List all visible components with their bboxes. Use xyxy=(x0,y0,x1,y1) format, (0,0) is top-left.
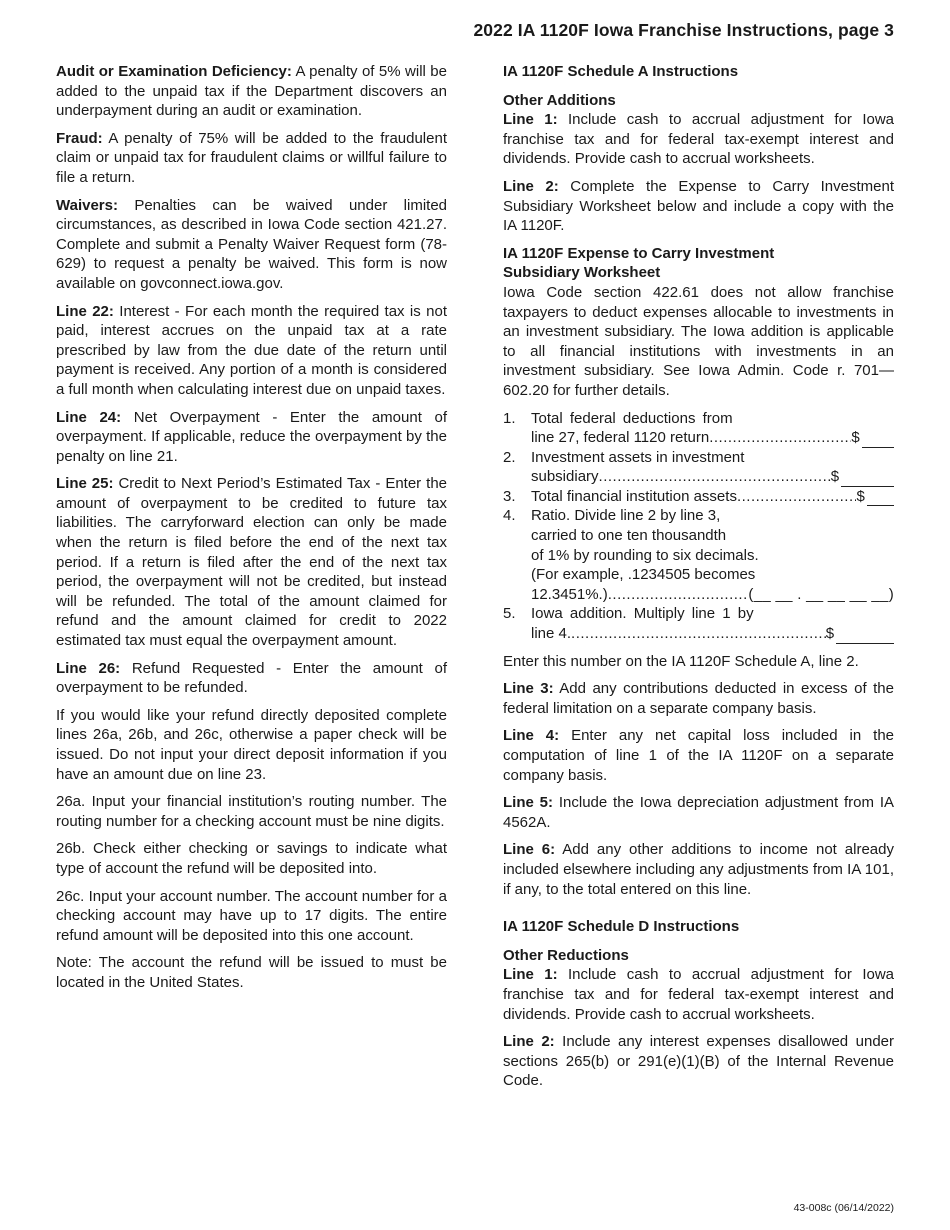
dollar-sign: $ xyxy=(825,625,835,643)
worksheet-item-text: Ratio. Divide line 2 by line 3, xyxy=(531,507,721,525)
worksheet-item-text: (For example, .1234505 becomes xyxy=(531,566,756,584)
worksheet-item-number: 5. xyxy=(503,605,516,623)
worksheet-item-number: 3. xyxy=(503,487,516,505)
worksheet-list xyxy=(503,409,894,644)
waivers-text: Penalties can be waived under limited circumstances, as described in Iowa Code section 421.27. Complete and submit a Penalty Waiver Request form (78-629) to request a penalty be waived. This form is now available on govconnect.iowa.gov. xyxy=(56,196,447,292)
worksheet-title xyxy=(503,244,894,283)
worksheet-item-number: 4. xyxy=(503,507,516,525)
line25-paragraph xyxy=(56,474,447,650)
a-line3-paragraph xyxy=(503,679,894,718)
worksheet-item-text: Total financial institution assets xyxy=(531,487,737,505)
line26b-paragraph: 26b. Check either checking or savings to indicate what type of account the refund will be deposited into. xyxy=(56,840,447,877)
dollar-sign: $ xyxy=(856,487,865,505)
worksheet-item-number: 2. xyxy=(503,448,516,466)
line25-label: Line 25: xyxy=(56,475,114,493)
direct-deposit-paragraph: If you would like your refund directly deposited complete lines 26a, 26b, and 26c, otherwise a paper check will be issued. Do not input your direct deposit information if you have an amount due on line 23. xyxy=(56,706,447,783)
worksheet-item-text: Iowa addition. Multiply line 1 by xyxy=(531,605,754,623)
fraud-text: A penalty of 75% will be added to the fraudulent claim or unpaid tax for fraudulent claims or willful failure to file a return. xyxy=(56,129,447,186)
dollar-sign: $ xyxy=(851,429,860,447)
line24-label: Line 24: xyxy=(56,408,122,426)
worksheet-item-text: Total federal deductions from xyxy=(531,409,733,427)
a-line1-text: Include cash to accrual adjustment for Iowa franchise tax and for federal tax-exempt interest and dividends. Provide cash to accrual worksheets. xyxy=(503,111,894,168)
a-line3-label: Line 3: xyxy=(503,680,554,698)
a-line4-paragraph xyxy=(503,726,894,785)
worksheet-item-text: subsidiary xyxy=(531,468,599,486)
a-line6-text: Add any other additions to income not already included elsewhere including any adjustments from IA 101, if any, to the total entered on this line. xyxy=(503,841,894,898)
worksheet-item-text: carried to one ten thousandth xyxy=(531,527,727,545)
leader-dots xyxy=(599,467,831,487)
a-line4-label: Line 4: xyxy=(503,727,560,745)
leader-dots xyxy=(608,585,749,605)
a-line5-paragraph xyxy=(503,793,894,832)
d-line1-label: Line 1: xyxy=(503,966,558,984)
note-paragraph: Note: The account the refund will be issued to must be located in the United States. xyxy=(56,954,447,991)
line26-paragraph xyxy=(56,659,447,698)
line25-text: Credit to Next Period’s Estimated Tax - Enter the amount of overpayment to be credited to future tax liabilities. The carryforward election can only be made when the return is filed before the end of the next tax period. If a return is filed after the end of the next tax period, the overpayment will not be credited, but instead will be refunded. The total of the amount claimed for refund and the amount claimed for credit to 2022 estimated tax must equal the overpayment amount. xyxy=(56,475,447,650)
schedule-a-title: IA 1120F Schedule A Instructions xyxy=(503,63,739,80)
worksheet-title-line-1: IA 1120F Expense to Carry Investment xyxy=(503,244,775,262)
line26c-paragraph: 26c. Input your account number. The account number for a checking account may have up to 17 digits. The entire refund amount will be deposited into this one account. xyxy=(56,887,447,944)
line22-paragraph xyxy=(56,302,447,400)
a-line1-label: Line 1: xyxy=(503,111,558,129)
worksheet-item-1 xyxy=(503,409,894,448)
schedule-d-title: IA 1120F Schedule D Instructions xyxy=(503,918,740,936)
line26-text: Refund Requested - Enter the amount of overpayment to be refunded. xyxy=(56,659,447,697)
worksheet-title-line-2: Subsidiary Worksheet xyxy=(503,264,661,282)
d-line1-text: Include cash to accrual adjustment for Iowa franchise tax and for federal tax-exempt interest and dividends. Provide cash to accrual worksheets. xyxy=(503,966,894,1023)
a-line2-label: Line 2: xyxy=(503,177,559,195)
a-line2-paragraph xyxy=(503,177,894,236)
audit-text: A penalty of 5% will be added to the unpaid tax if the Department discovers an underpayment during an audit or examination. xyxy=(56,63,447,120)
line26a-paragraph: 26a. Input your financial institution’s routing number. The routing number for a checking account must be nine digits. xyxy=(56,793,447,830)
a-line2-text: Complete the Expense to Carry Investment Subsidiary Worksheet below and include a copy with the IA 1120F. xyxy=(503,177,894,235)
left-column xyxy=(56,62,447,1001)
d-line1-paragraph xyxy=(503,965,894,1024)
amount-blank[interactable] xyxy=(836,629,894,644)
other-additions-title: Other Additions xyxy=(503,91,616,109)
a-line5-label: Line 5: xyxy=(503,794,554,812)
fraud-label: Fraud: xyxy=(56,129,103,147)
worksheet-item-number: 1. xyxy=(503,409,516,427)
waivers-paragraph xyxy=(56,196,447,294)
dollar-sign: $ xyxy=(830,468,840,486)
d-line2-label: Line 2: xyxy=(503,1033,555,1051)
worksheet-item-2 xyxy=(503,448,894,487)
a-line5-text: Include the Iowa depreciation adjustment from IA 4562A. xyxy=(503,794,894,831)
worksheet-item-5 xyxy=(503,604,894,643)
a-line3-text: Add any contributions deducted in excess of the federal limitation on a separate company basis. xyxy=(503,680,894,717)
form-code: 43-008c (06/14/2022) xyxy=(793,1202,894,1214)
d-line2-text: Include any interest expenses disallowed under sections 265(b) or 291(e)(1)(B) of the Internal Revenue Code. xyxy=(503,1033,894,1090)
waivers-label: Waivers: xyxy=(56,196,118,214)
right-column xyxy=(503,62,894,1099)
a-line1-paragraph xyxy=(503,110,894,169)
worksheet-item-4 xyxy=(503,506,894,604)
worksheet-item-3 xyxy=(503,487,894,507)
line24-paragraph xyxy=(56,408,447,467)
worksheet-item-text: line 4. xyxy=(531,625,572,643)
leader-dots xyxy=(709,428,851,448)
worksheet-item-text: of 1% by rounding to six decimals. xyxy=(531,546,759,564)
line24-text: Net Overpayment - Enter the amount of overpayment. If applicable, reduce the overpayment by the penalty on line 21. xyxy=(56,408,447,465)
worksheet-item-text: Investment assets in investment xyxy=(531,448,745,466)
d-line2-paragraph xyxy=(503,1032,894,1091)
ratio-blank[interactable]: (__ __ . __ __ __ __) xyxy=(748,585,894,603)
leader-dots xyxy=(571,624,826,644)
line22-label: Line 22: xyxy=(56,302,114,320)
a-line4-text: Enter any net capital loss included in the computation of line 1 of the IA 1120F on a separate company basis. xyxy=(503,727,894,784)
a-line6-paragraph xyxy=(503,840,894,899)
worksheet-intro: Iowa Code section 422.61 does not allow franchise taxpayers to deduct expenses allocable to investments in an investment subsidiary. The Iowa addition is applicable to all financial institutions with investments in an investment subsidiary. See Iowa Admin. Code r. 701—602.20 for further details. xyxy=(503,283,894,399)
line22-text: Interest - For each month the required tax is not paid, interest accrues on the unpaid tax at a rate prescribed by law from the due date of the return until payment is received. Any portion of a month is considered a full month when calculating interest due on unpaid taxes. xyxy=(56,302,447,398)
worksheet-item-text: line 27, federal 1120 return xyxy=(531,429,710,447)
audit-label: Audit or Examination Deficiency: xyxy=(56,63,292,80)
fraud-paragraph xyxy=(56,129,447,188)
amount-blank[interactable] xyxy=(862,433,894,448)
a-line6-label: Line 6: xyxy=(503,841,556,859)
worksheet-item-text: 12.3451%.) xyxy=(531,585,608,603)
amount-blank[interactable] xyxy=(867,491,894,506)
worksheet-enter-note: Enter this number on the IA 1120F Schedule A, line 2. xyxy=(503,652,859,670)
other-reductions-title: Other Reductions xyxy=(503,946,629,964)
page-title: 2022 IA 1120F Iowa Franchise Instructions, page 3 xyxy=(473,20,894,40)
audit-paragraph xyxy=(56,62,447,121)
leader-dots xyxy=(737,487,857,507)
amount-blank[interactable] xyxy=(841,472,894,487)
line26-label: Line 26: xyxy=(56,659,121,677)
